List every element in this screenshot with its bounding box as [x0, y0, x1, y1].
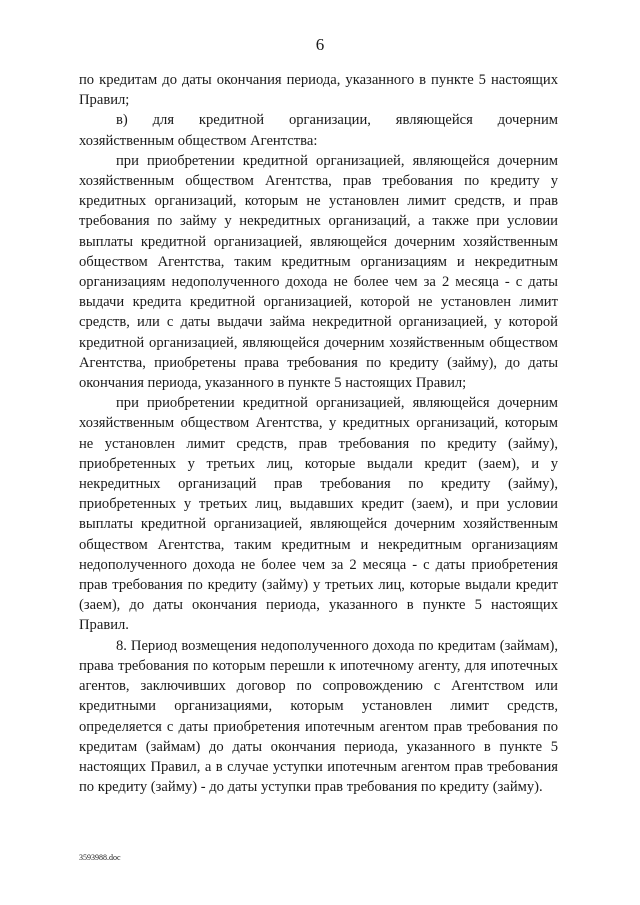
- footer-file-name: 3593988.doc: [79, 853, 121, 862]
- paragraph-continuation: по кредитам до даты окончания периода, указанного в пункте 5 настоящих Правил;: [79, 72, 558, 109]
- paragraph-item-v-continuation: хозяйственным обществом Агентства:: [79, 132, 318, 149]
- paragraph-acquisition-third-parties: при приобретении кредитной организацией, являющейся дочерним хозяйственным обществом Агентства, у кредитных организаций, которым не установлен лимит средств, прав требования по кредиту (займу), приобретенных у третьих лиц, которые выдали кредит (заем), и у некредитных организаций прав требования по кредиту (займу), приобретенных у третьих лиц, выдавших кредит (заем), и при условии выплаты кредитной организацией, являющейся дочерним хозяйственным обществом Агентства, таким кредитным и некредитным организациям недополученного дохода не более чем за 2 месяца - с даты приобретения прав требования по кредиту (займу) у третьих лиц, которые выдали кредит (заем), до даты окончания периода, указанного в пункте 5 настоящих Правил.: [79, 395, 558, 634]
- page-number: 6: [315, 35, 325, 54]
- paragraph-acquisition-rights: при приобретении кредитной организацией, являющейся дочерним хозяйственным обществом Агентства, прав требования по кредиту у кредитных организаций, которым не установлен лимит средств, и прав требования по займу у некредитных организаций, а также при условии выплаты кредитной организацией, являющейся дочерним хозяйственным обществом Агентства, таким кредитным организациям и некредитным организациям недополученного дохода не более чем за 2 месяца - с даты выдачи кредита кредитной организацией, которой не установлен лимит средств, или с даты выдачи займа некредитной организацией, у которой кредитной организацией, являющейся дочерним хозяйственным обществом Агентства, приобретены права требования по кредиту (займу), до даты окончания периода, указанного в пункте 5 настоящих Правил;: [79, 152, 558, 392]
- paragraph-item-8: 8. Период возмещения недополученного дохода по кредитам (займам), права требования по которым перешли к ипотечному агенту, для ипотечных агентов, заключивших договор по сопровождению с Агентством или кредитными организациями, которым установлен лимит средств, определяется с даты приобретения ипотечным агентом прав требования по кредитам (займам) до даты окончания периода, указанного в пункте 5 настоящих Правил, а в случае уступки ипотечным агентом прав требования по кредиту (займу) - до даты уступки прав требования по кредиту (займу).: [79, 637, 558, 796]
- paragraph-item-v: в) для кредитной организации, являющейся дочерним: [116, 112, 558, 129]
- document-body: [79, 70, 558, 797]
